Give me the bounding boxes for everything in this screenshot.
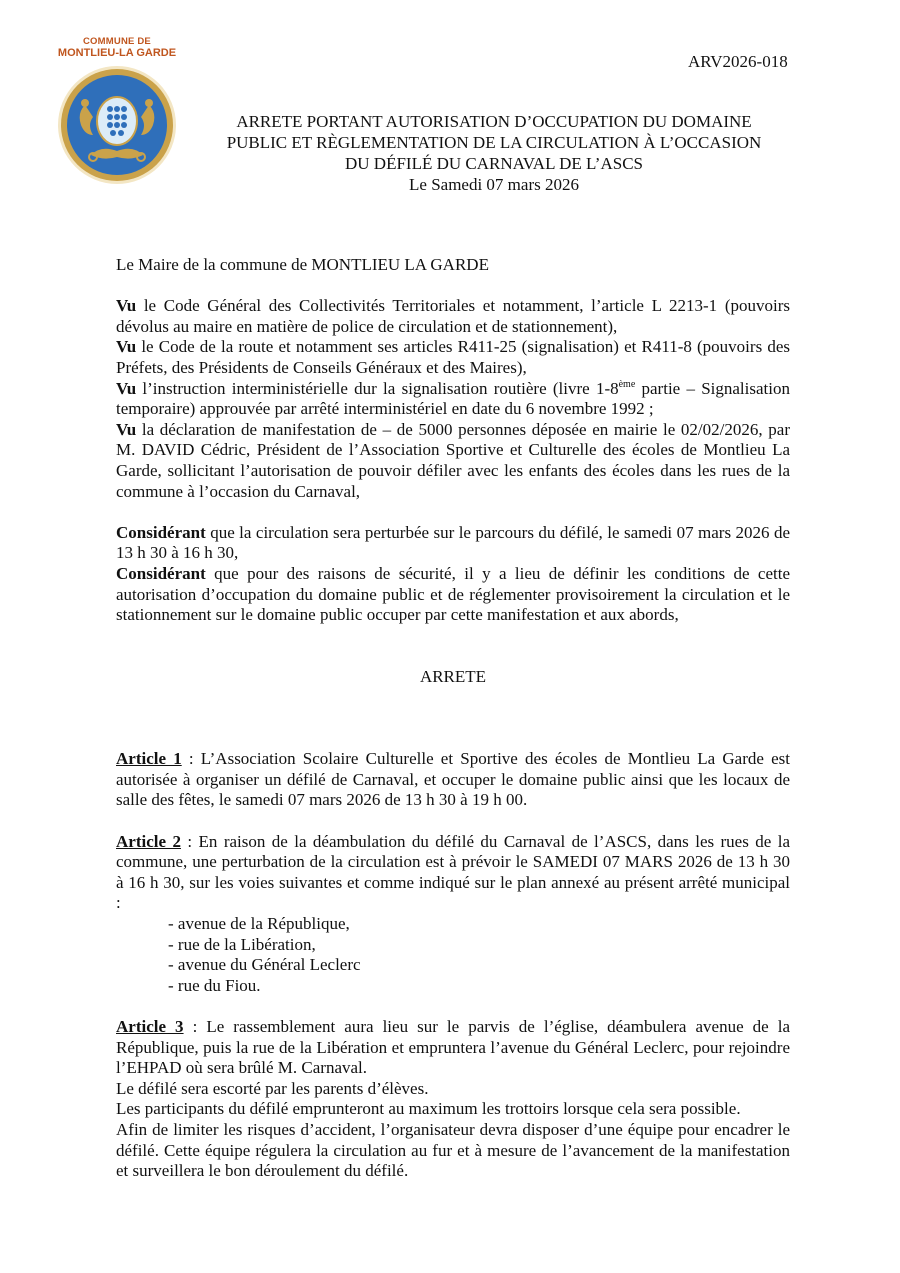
article-text: : En raison de la déambulation du défilé du Carnaval de l’ASCS, dans les rues de la commune, une perturbation de la circulation est à prévoir le SAMEDI 07 MARS 2026 de 13 h 30 à 16 h 30, sur les voies suivantes et comme indiqué sur le plan annexé au présent arrêté municipal : <box>116 831 790 913</box>
article-text: : Le rassemblement aura lieu sur le parvis de l’église, déambulera avenue de la République, puis la rue de la Libération et empruntera l’avenue du Général Leclerc, pour rejoindre l’EHPAD où sera brûlé M. Carnaval. <box>116 1016 790 1078</box>
decree-title <box>200 111 788 195</box>
considerant-paragraph <box>116 523 790 564</box>
article-3 <box>116 1017 790 1079</box>
decree-body <box>116 255 790 1182</box>
article-label: Article 2 <box>116 831 181 851</box>
coat-of-arms-icon <box>55 63 179 187</box>
visa-text: le Code Général des Collectivités Territoriales et notamment, l’article L 2213-1 (pouvoirs dévolus au maire en matière de police de circulation et de stationnement), <box>116 296 790 336</box>
visa-text: la déclaration de manifestation de – de 5000 personnes déposée en mairie le 02/02/2026, par M. DAVID Cédric, Président de l’Association Sportive et Culturelle des écoles de Montlieu La Garde, sollicitant l’autorisation de pouvoir défiler avec les enfants des écoles dans les rues de la commune à l’occasion du Carnaval, <box>116 419 790 501</box>
article-text: : L’Association Scolaire Culturelle et Sportive des écoles de Montlieu La Garde est autorisée à organiser un défilé de Carnaval, et occuper le domaine public ainsi que les locaux de salle des fêtes, le samedi 07 mars 2026 de 13 h 30 à 19 h 00. <box>116 749 791 810</box>
considerant-label: Considérant <box>116 522 206 542</box>
considerant-paragraph <box>116 564 790 626</box>
article-3-line: Les participants du défilé emprunteront au maximum les trottoirs lorsque cela sera possible. <box>116 1099 741 1119</box>
article-3-line: Le défilé sera escorté par les parents d’élèves. <box>116 1078 429 1098</box>
street-list <box>116 914 790 996</box>
visa-paragraph <box>116 337 790 378</box>
arrete-heading: ARRETE <box>419 666 487 686</box>
visa-label: Vu <box>116 378 137 398</box>
article-label: Article 3 <box>116 1016 184 1036</box>
visa-label: Vu <box>116 419 137 439</box>
visa-label: Vu <box>116 296 137 316</box>
article-label: Article 1 <box>116 749 182 769</box>
visa-paragraph <box>116 420 790 502</box>
article-1 <box>116 749 790 811</box>
visa-text: le Code de la route et notamment ses articles R411-25 (signalisation) et R411-8 (pouvoirs des Préfets, des Présidents de Conseils Généraux et des Maires), <box>116 337 790 377</box>
title-line: DU DÉFILÉ DU CARNAVAL DE L’ASCS <box>344 154 643 173</box>
considerant-label: Considérant <box>116 563 206 583</box>
mayor-intro: Le Maire de la commune de MONTLIEU LA GARDE <box>116 255 489 274</box>
visa-text: partie – Signalisation temporaire) approuvée par arrêté interministériel en date du 6 novembre 1992 ; <box>116 378 790 419</box>
title-line: ARRETE PORTANT AUTORISATION D’OCCUPATION DU DOMAINE <box>236 112 752 131</box>
article-3-line: Afin de limiter les risques d’accident, l’organisateur devra disposer d’une équipe pour encadrer le défilé. Cette équipe régulera la circulation au fur et à mesure de l’avancement de la manifestation et surveillera le bon déroulement du défilé. <box>116 1119 790 1181</box>
visa-label: Vu <box>116 337 137 357</box>
considerant-text: que pour des raisons de sécurité, il y a lieu de définir les conditions de cette autorisation d’occupation du domaine public et de réglementer provisoirement la circulation et le stationnement sur le domaine public occuper par cette manifestation et aux abords, <box>116 563 791 625</box>
list-item: - rue du Fiou. <box>168 975 261 995</box>
visa-text: l’instruction interministérielle dur la signalisation routière (livre 1-8 <box>142 378 619 398</box>
title-line: PUBLIC ET RÈGLEMENTATION DE LA CIRCULATION À L’OCCASION <box>226 133 762 152</box>
considerant-text: que la circulation sera perturbée sur le parcours du défilé, le samedi 07 mars 2026 de 13 h 30 à 16 h 30, <box>116 522 790 563</box>
article-2 <box>116 832 790 914</box>
logo-line-commune: COMMUNE DE <box>83 36 151 47</box>
list-item: - avenue de la République, <box>168 914 350 933</box>
list-item: - rue de la Libération, <box>168 934 316 954</box>
visa-paragraph <box>116 379 790 420</box>
visa-paragraph <box>116 296 790 337</box>
municipal-logo <box>52 36 182 187</box>
superscript: ème <box>618 378 636 390</box>
list-item: - avenue du Général Leclerc <box>168 955 361 975</box>
logo-line-town: MONTLIEU-LA GARDE <box>57 47 177 59</box>
decree-reference: ARV2026-018 <box>688 52 788 71</box>
title-date: Le Samedi 07 mars 2026 <box>409 175 579 194</box>
